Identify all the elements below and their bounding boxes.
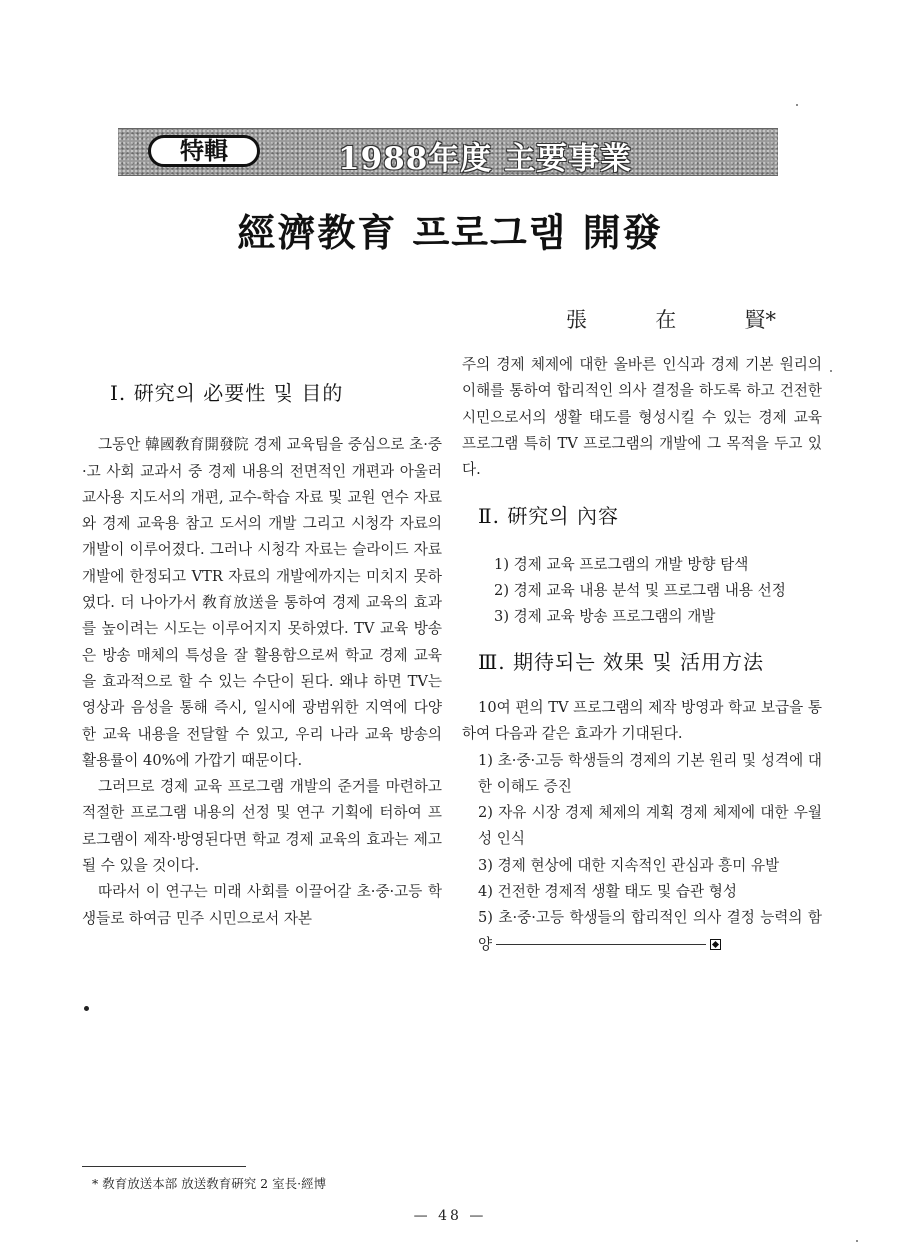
scan-speck [830, 370, 832, 372]
section-1-paragraph-3: 따라서 이 연구는 미래 사회를 이끌어갈 초·중·고등 학생들로 하여금 민주 시민으로서 자본 [82, 883, 442, 927]
footnote-rule [82, 1166, 246, 1167]
end-mark-icon [710, 939, 721, 950]
section-3-item-3: 3) 경제 현상에 대한 지속적인 관심과 흥미 유발 [478, 856, 780, 874]
section-1-continuation: 주의 경제 체제에 대한 올바른 인식과 경제 기본 원리의 이해를 통하여 합리적인 의사 결정을 하도록 하고 건전한 시민으로서의 생활 태도를 형성시킬 수 있는 경제 교육 프로그램 특히 TV 프로그램의 개발에 그 목적을 두고 있다. [462, 356, 822, 479]
right-column [462, 352, 822, 958]
left-column [82, 378, 442, 932]
footnote: * 敎育放送本部 放送敎育硏究 2 室長·經博 [92, 1176, 327, 1191]
end-dash-line [496, 944, 706, 945]
section-3-heading: Ⅲ. 期待되는 效果 및 活用方法 [478, 649, 765, 674]
section-2-heading: Ⅱ. 硏究의 內容 [478, 504, 619, 529]
section-2-item-2: 2) 경제 교육 내용 분석 및 프로그램 내용 선정 [494, 582, 786, 600]
section-3-item-1: 1) 초·중·고등 학생들의 경제의 기본 원리 및 성격에 대한 이해도 증진 [478, 751, 822, 795]
header-banner [118, 128, 778, 176]
scan-speck [796, 104, 798, 106]
section-1-paragraph-1: 그동안 韓國敎育開發院 경제 교육팀을 중심으로 초·중·고 사회 교과서 중 경제 내용의 전면적인 개편과 아울러 교사용 지도서의 개편, 교수-학습 자료 및 교원 연수 자료와 경제 교육용 참고 도서의 개발 그리고 시청각 자료의 개발이 이루어졌다. 그러나 시청각 자료는 슬라이드 자료 개발에 한정되고 VTR 자료의 개발에까지는 미치지 못하였다. 더 나아가서 敎育放送을 통하여 경제 교육의 효과를 높이려는 시도는 이루어지지 못하였다. TV 교육 방송은 방송 매체의 특성을 잘 활용함으로써 학교 경제 교육을 효과적으로 할 수 있는 수단이 된다. 왜냐 하면 TV는 영상과 음성을 통해 즉시, 일시에 광범위한 지역에 다양한 교육 내용을 전달할 수 있고, 우리 나라 교육 방송의 활용률이 40%에 가깝기 때문이다. [82, 436, 442, 769]
banner-title: 1988年度 主要事業 [338, 141, 633, 177]
section-2-item-3: 3) 경제 교육 방송 프로그램의 개발 [494, 608, 716, 626]
section-3-item-5 [462, 905, 822, 958]
author-char-3: 賢* [744, 308, 776, 332]
section-3-intro: 10여 편의 TV 프로그램의 제작 방영과 학교 보급을 통하여 다음과 같은 효과가 기대된다. [462, 698, 822, 743]
scan-speck [856, 1240, 858, 1242]
section-2-item-1: 1) 경제 교육 프로그램의 개발 방향 탐색 [494, 555, 749, 573]
section-3-item-4: 4) 건전한 경제적 생활 태도 및 습관 형성 [478, 883, 737, 901]
special-feature-badge: 特輯 [148, 135, 260, 167]
article-title: 經濟教育 프로그램 開發 [237, 210, 663, 255]
bullet-dot [84, 1006, 89, 1011]
section-1-heading: Ⅰ. 硏究의 必要性 및 目的 [110, 381, 344, 405]
section-3-item-2: 2) 자유 시장 경제 체제의 계획 경제 체제에 대한 우월성 인식 [478, 804, 822, 848]
section-3-item-5-text: 5) 초·중·고등 학생들의 합리적인 의사 결정 능력의 함양 [478, 909, 822, 953]
section-1-paragraph-2: 그러므로 경제 교육 프로그램 개발의 준거를 마련하고 적절한 프로그램 내용의 선정 및 연구 기획에 터하여 프로그램이 제작·방영된다면 학교 경제 교육의 효과는 제고될 수 있을 것이다. [82, 778, 442, 875]
page-number: — 48 — [413, 1208, 487, 1224]
author-char-1: 張 [566, 308, 587, 332]
author-name [566, 304, 776, 334]
author-char-2: 在 [655, 308, 677, 332]
